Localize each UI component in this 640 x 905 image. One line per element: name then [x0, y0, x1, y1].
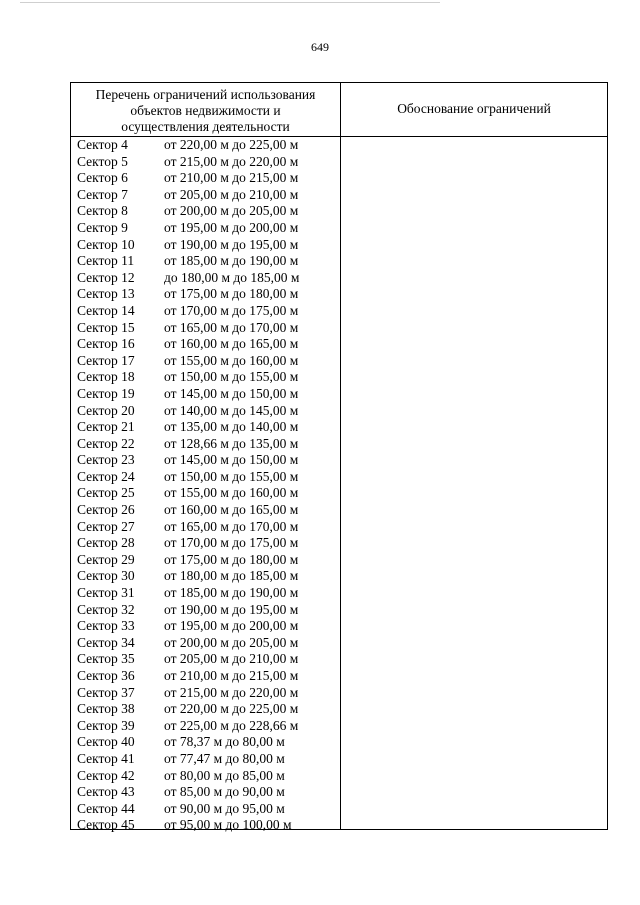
- table-row: [71, 237, 340, 254]
- sector-range: от 210,00 м до 215,00 м: [164, 170, 299, 186]
- sector-name: Сектор 16: [77, 336, 135, 352]
- sector-range: от 215,00 м до 220,00 м: [164, 684, 299, 700]
- sector-name: Сектор 37: [77, 684, 135, 700]
- table-row: [71, 751, 340, 768]
- sector-range: от 215,00 м до 220,00 м: [164, 153, 299, 169]
- sector-name: Сектор 25: [77, 485, 135, 501]
- sector-name: Сектор 40: [77, 734, 135, 750]
- table-row: [71, 618, 340, 635]
- sector-range: от 165,00 м до 170,00 м: [164, 319, 299, 335]
- sector-range: от 150,00 м до 155,00 м: [164, 369, 299, 385]
- sector-name: Сектор 38: [77, 701, 135, 717]
- table-row: [71, 535, 340, 552]
- restrictions-table: [70, 82, 608, 833]
- table-row: [71, 469, 340, 486]
- table-row: [71, 203, 340, 220]
- table-row: [71, 320, 340, 337]
- sector-range: от 155,00 м до 160,00 м: [164, 485, 299, 501]
- sector-range: от 165,00 м до 170,00 м: [164, 518, 299, 534]
- table-row: [71, 685, 340, 702]
- sector-name: Сектор 31: [77, 585, 135, 601]
- sector-name: Сектор 24: [77, 468, 135, 484]
- sector-range: от 90,00 м до 95,00 м: [164, 800, 285, 816]
- table-row: [71, 585, 340, 602]
- sector-range: от 190,00 м до 195,00 м: [164, 236, 299, 252]
- table-row: [71, 419, 340, 436]
- sector-range: от 210,00 м до 215,00 м: [164, 668, 299, 683]
- sector-name: Сектор 44: [77, 800, 135, 816]
- sector-range: от 185,00 м до 190,00 м: [164, 253, 299, 269]
- table-row: [71, 303, 340, 320]
- sector-name: Сектор 6: [77, 170, 128, 186]
- sector-range: от 200,00 м до 205,00 м: [164, 203, 299, 219]
- header-left-line: Перечень ограничений использования: [95, 87, 316, 102]
- table-row: [71, 768, 340, 785]
- sector-range: от 225,00 м до 228,66 м: [164, 717, 299, 733]
- table-row: [71, 519, 340, 536]
- table-row: [71, 154, 340, 171]
- sector-range: от 205,00 м до 210,00 м: [164, 186, 299, 202]
- table-row: [71, 270, 340, 287]
- table-row: [71, 502, 340, 519]
- scan-edge-line: [20, 2, 440, 3]
- sector-range: от 160,00 м до 165,00 м: [164, 336, 299, 352]
- sector-range: от 145,00 м до 150,00 м: [164, 452, 299, 468]
- sector-name: Сектор 39: [77, 717, 135, 733]
- sector-name: Сектор 43: [77, 784, 135, 800]
- sector-name: Сектор 22: [77, 435, 135, 451]
- sector-range: от 185,00 м до 190,00 м: [164, 585, 299, 601]
- table-row: [71, 253, 340, 270]
- sector-name: Сектор 30: [77, 568, 135, 584]
- sector-name: Сектор 33: [77, 618, 135, 634]
- sector-range: от 140,00 м до 145,00 м: [164, 402, 299, 418]
- table-row: [71, 801, 340, 818]
- table-row: [71, 635, 340, 652]
- sector-name: Сектор 32: [77, 601, 135, 617]
- table-row: [71, 602, 340, 619]
- sector-range: от 77,47 м до 80,00 м: [164, 750, 285, 766]
- sector-range: от 150,00 м до 155,00 м: [164, 468, 299, 484]
- sector-range: от 205,00 м до 210,00 м: [164, 651, 299, 667]
- sector-range: от 80,00 м до 85,00 м: [164, 767, 285, 783]
- sector-name: Сектор 13: [77, 286, 135, 302]
- table-row: [71, 436, 340, 453]
- table-row: [71, 485, 340, 502]
- sector-name: Сектор 9: [77, 219, 128, 235]
- table-row: [71, 734, 340, 751]
- sector-name: Сектор 36: [77, 668, 135, 683]
- sector-name: Сектор 14: [77, 302, 135, 318]
- table-row: [71, 701, 340, 718]
- header-left-line: объектов недвижимости и: [130, 103, 281, 118]
- sector-name: Сектор 8: [77, 203, 128, 219]
- sector-range: от 170,00 м до 175,00 м: [164, 302, 299, 318]
- header-restrictions-list: [71, 87, 340, 135]
- sector-name: Сектор 27: [77, 518, 135, 534]
- sector-name: Сектор 28: [77, 535, 135, 551]
- table-row: [71, 817, 340, 834]
- table-row: [71, 353, 340, 370]
- table-header: [71, 83, 607, 137]
- sector-range: от 160,00 м до 165,00 м: [164, 502, 299, 518]
- table-row: [71, 369, 340, 386]
- table-row: [71, 718, 340, 735]
- sector-name: Сектор 17: [77, 352, 135, 368]
- sector-range: от 175,00 м до 180,00 м: [164, 551, 299, 567]
- sector-range: от 195,00 м до 200,00 м: [164, 219, 299, 235]
- sector-range: от 155,00 м до 160,00 м: [164, 352, 299, 368]
- sector-name: Сектор 12: [77, 269, 135, 285]
- sector-range: от 128,66 м до 135,00 м: [164, 435, 299, 451]
- sector-range: от 78,37 м до 80,00 м: [164, 734, 285, 750]
- sector-range: от 145,00 м до 150,00 м: [164, 385, 299, 401]
- table-row: [71, 552, 340, 569]
- sector-name: Сектор 35: [77, 651, 135, 667]
- table-row: [71, 137, 340, 154]
- sector-range: от 85,00 м до 90,00 м: [164, 784, 285, 800]
- sector-name: Сектор 21: [77, 419, 135, 435]
- sector-name: Сектор 41: [77, 750, 135, 766]
- sector-name: Сектор 45: [77, 817, 135, 833]
- sector-range: от 200,00 м до 205,00 м: [164, 634, 299, 650]
- table-row: [71, 784, 340, 801]
- sector-name: Сектор 19: [77, 385, 135, 401]
- table-row: [71, 336, 340, 353]
- sector-name: Сектор 5: [77, 153, 128, 169]
- sector-range: от 190,00 м до 195,00 м: [164, 601, 299, 617]
- sector-name: Сектор 34: [77, 634, 135, 650]
- sector-range: от 195,00 м до 200,00 м: [164, 618, 299, 634]
- sector-name: Сектор 11: [77, 253, 135, 269]
- table-row: [71, 170, 340, 187]
- sector-range: от 170,00 м до 175,00 м: [164, 535, 299, 551]
- sector-name: Сектор 18: [77, 369, 135, 385]
- table-row: [71, 386, 340, 403]
- sector-name: Сектор 42: [77, 767, 135, 783]
- sector-range: от 220,00 м до 225,00 м: [164, 137, 299, 152]
- sector-range: от 135,00 м до 140,00 м: [164, 419, 299, 435]
- sector-name: Сектор 26: [77, 502, 135, 518]
- sector-range: до 180,00 м до 185,00 м: [164, 269, 300, 285]
- sector-range: от 95,00 м до 100,00 м: [164, 817, 292, 833]
- page-number: 649: [311, 40, 329, 54]
- sector-name: Сектор 29: [77, 551, 135, 567]
- sector-name: Сектор 7: [77, 186, 128, 202]
- sector-name: Сектор 23: [77, 452, 135, 468]
- table-row: [71, 220, 340, 237]
- table-row: [71, 286, 340, 303]
- column-divider: [340, 83, 341, 829]
- table-row: [71, 452, 340, 469]
- table-row: [71, 568, 340, 585]
- sector-name: Сектор 15: [77, 319, 135, 335]
- sector-range: от 220,00 м до 225,00 м: [164, 701, 299, 717]
- header-left-line: осуществления деятельности: [121, 119, 290, 134]
- sector-range: от 175,00 м до 180,00 м: [164, 286, 299, 302]
- sector-name: Сектор 20: [77, 402, 135, 418]
- sector-name: Сектор 10: [77, 236, 135, 252]
- table-rows: [71, 137, 340, 834]
- sector-range: от 180,00 м до 185,00 м: [164, 568, 299, 584]
- table-row: [71, 187, 340, 204]
- header-justification: Обоснование ограничений: [397, 101, 551, 116]
- table-row: [71, 651, 340, 668]
- table-row: [71, 403, 340, 420]
- sector-name: Сектор 4: [77, 137, 128, 152]
- table-row: [71, 668, 340, 685]
